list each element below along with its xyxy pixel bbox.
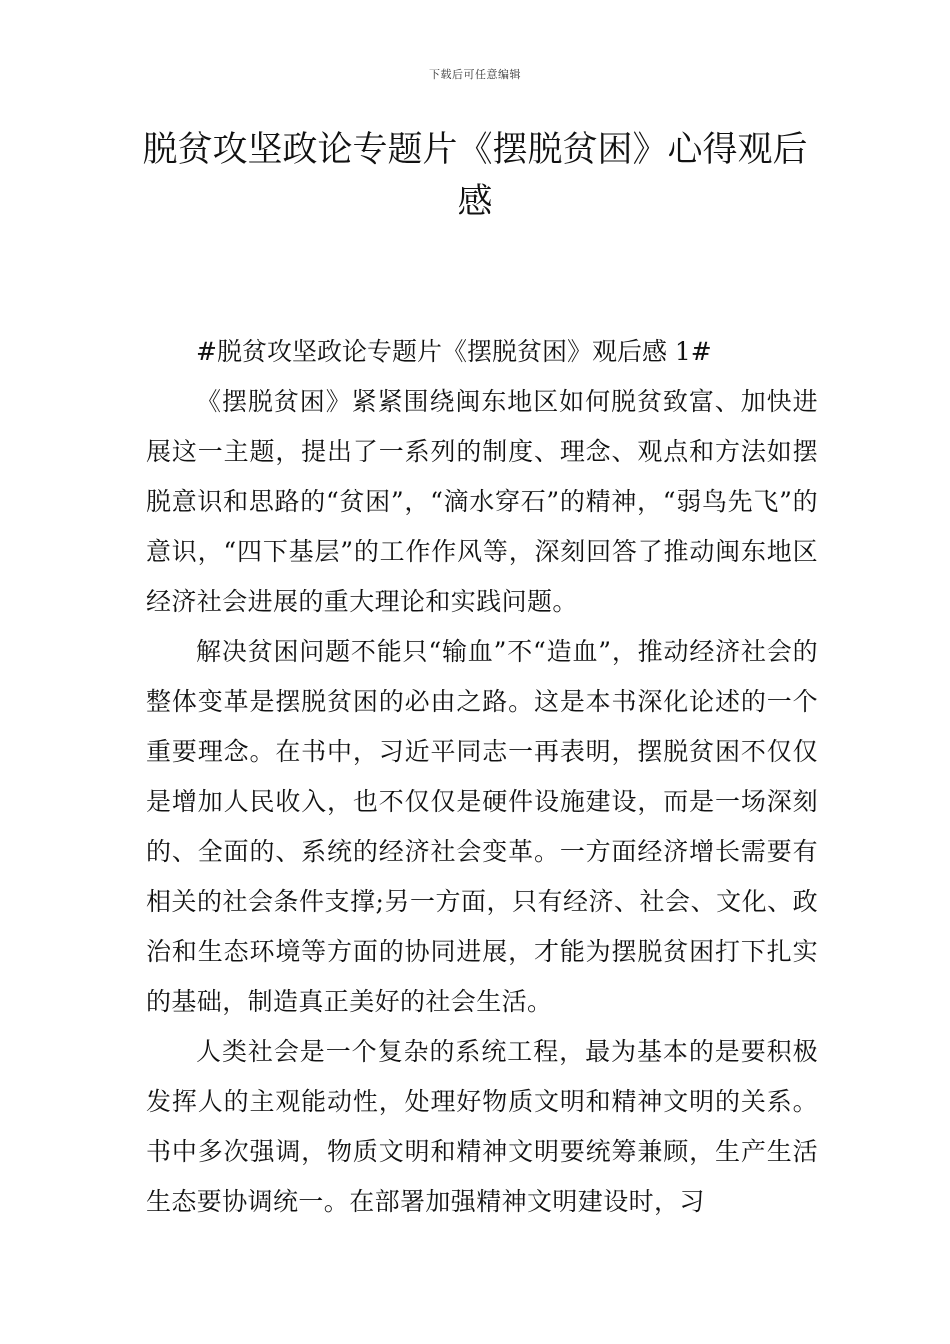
paragraph-2: 解决贫困问题不能只“输血”不“造血”，推动经济社会的整体变革是摆脱贫困的必由之路。这是本书深化论述的一个重要理念。在书中，习近平同志一再表明，摆脱贫困不仅仅是增加人民收入，也不仅仅是硬件设施建设，而是一场深刻的、全面的、系统的经济社会变革。一方面经济增长需要有相关的社会条件支撑;另一方面，只有经济、社会、文化、政治和生态环境等方面的协同进展，才能为摆脱贫困打下扎实的基础，制造真正美好的社会生活。 [146, 637, 818, 1016]
header-note: 下载后可任意编辑 [429, 68, 521, 81]
document-body [146, 327, 818, 1227]
paragraph-3: 人类社会是一个复杂的系统工程，最为基本的是要积极发挥人的主观能动性，处理好物质文明和精神文明的关系。书中多次强调，物质文明和精神文明要统筹兼顾，生产生活生态要协调统一。在部署加强精神文明建设时，习 [146, 1037, 818, 1216]
section-subheading: #脱贫攻坚政论专题片《摆脱贫困》观后感 1# [196, 337, 712, 366]
document-title: 脱贫攻坚政论专题片《摆脱贫困》心得观后感 [142, 130, 808, 222]
paragraph-1: 《摆脱贫困》紧紧围绕闽东地区如何脱贫致富、加快进展这一主题，提出了一系列的制度、理念、观点和方法如摆脱意识和思路的“贫困”，“滴水穿石”的精神，“弱鸟先飞”的意识，“四下基层”的工作作风等，深刻回答了推动闽东地区经济社会进展的重大理论和实践问题。 [146, 387, 818, 616]
